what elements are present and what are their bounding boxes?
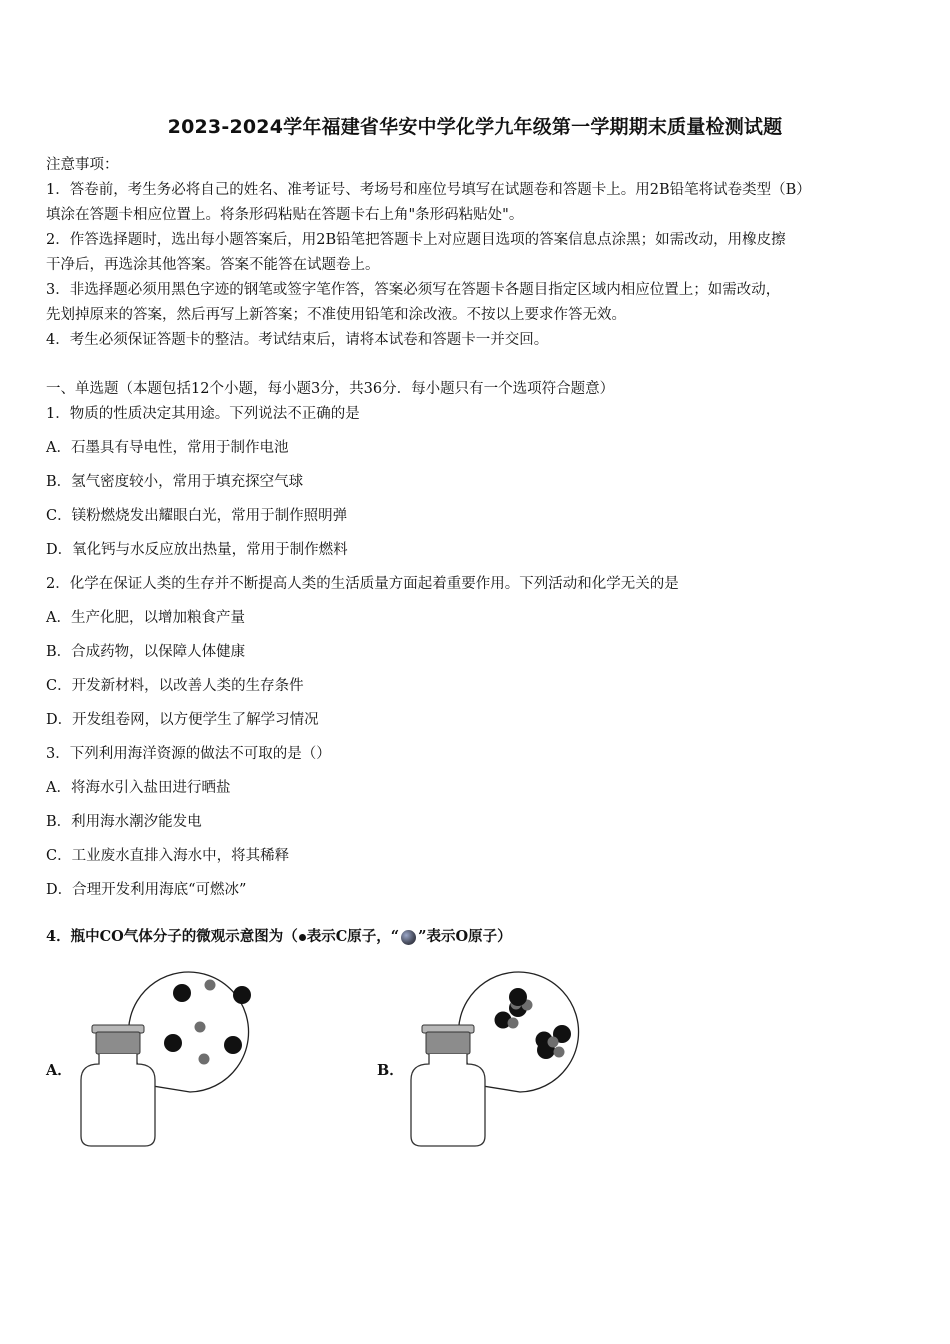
question-4-option-a-label[interactable]: A． [46,1062,72,1079]
question-3-option-d[interactable]: D．合理开发利用海底“可燃冰” [46,882,247,898]
oxygen-atom [205,980,216,991]
oxygen-atom [548,1037,559,1048]
question-3-option-c[interactable]: C．工业废水直排入海水中，将其稀释 [46,848,290,864]
bottle-figure-a[interactable] [75,968,275,1148]
carbon-atom [224,1036,242,1054]
bottle-stopper [426,1032,470,1054]
question-2-option-a[interactable]: A．生产化肥，以增加粮食产量 [46,610,245,626]
carbon-atom [233,986,251,1004]
question-4-stem [46,925,908,946]
oxygen-atom [554,1047,565,1058]
question-4-stem-part: ”表示O原子） [418,928,512,945]
question-4-stem-part: 表示C原子，“ [306,928,400,945]
carbon-atom [173,984,191,1002]
question-4-stem-part: 4．瓶中CO气体分子的微观示意图为（ [46,928,298,945]
bottle-stopper [96,1032,140,1054]
oxygen-atom [199,1054,210,1065]
question-2-option-d[interactable]: D．开发组卷网，以方便学生了解学习情况 [46,712,319,728]
notice-heading: 注意事项： [46,157,119,173]
question-1-stem: 1．物质的性质决定其用途。下列说法不正确的是 [46,406,360,422]
question-4-option-b-label[interactable]: B． [377,1062,404,1079]
question-2-option-c[interactable]: C．开发新材料，以改善人类的生存条件 [46,678,304,694]
question-1-option-c[interactable]: C．镁粉燃烧发出耀眼白光，常用于制作照明弹 [46,508,348,524]
oxygen-atom [508,1018,519,1029]
bottle-figure-b[interactable] [405,968,605,1148]
question-3-stem: 3．下列利用海洋资源的做法不可取的是（） [46,746,331,762]
notice-line: 先划掉原来的答案，然后再写上新答案；不准使用铅笔和涂改液。不按以上要求作答无效。 [46,307,626,323]
notice-line: 填涂在答题卡相应位置上。将条形码粘贴在答题卡右上角"条形码粘贴处"。 [46,207,524,223]
oxygen-atom [195,1022,206,1033]
page-title: 2023-2024学年福建省华安中学化学九年级第一学期期末质量检测试题 [167,116,783,138]
notice-line: 3．非选择题必须用黑色字迹的钢笔或签字笔作答，答案必须写在答题卡各题目指定区域内相应位置上；如需改动， [46,282,781,298]
question-3-option-b[interactable]: B．利用海水潮汐能发电 [46,814,202,830]
question-2-stem: 2．化学在保证人类的生存并不断提高人类的生活质量方面起着重要作用。下列活动和化学无关的是 [46,576,679,592]
question-1-option-a[interactable]: A．石墨具有导电性，常用于制作电池 [46,440,289,456]
carbon-atom-icon [299,934,306,941]
question-3-option-a[interactable]: A．将海水引入盐田进行晒盐 [46,780,231,796]
question-1-option-d[interactable]: D．氧化钙与水反应放出热量，常用于制作燃料 [46,542,348,558]
carbon-atom [164,1034,182,1052]
bottle-body [81,1054,155,1146]
oxygen-atom-icon [401,930,416,945]
question-2-option-b[interactable]: B．合成药物，以保障人体健康 [46,644,246,660]
notice-line: 干净后，再选涂其他答案。答案不能答在试题卷上。 [46,257,380,273]
notice-line: 4．考生必须保证答题卡的整洁。考试结束后，请将本试卷和答题卡一并交回。 [46,332,549,348]
carbon-atom [509,988,527,1006]
bottle-body [411,1054,485,1146]
section-heading: 一、单选题（本题包括12个小题，每小题3分，共36分．每小题只有一个选项符合题意） [46,381,615,397]
notice-line: 2．作答选择题时，选出每小题答案后，用2B铅笔把答题卡上对应题目选项的答案信息点涂黑；如需改动，用橡皮擦 [46,232,786,248]
question-1-option-b[interactable]: B．氢气密度较小，常用于填充探空气球 [46,474,304,490]
notice-line: 1．答卷前，考生务必将自己的姓名、准考证号、考场号和座位号填写在试题卷和答题卡上。用2B铅笔将试卷类型（B） [46,182,811,198]
